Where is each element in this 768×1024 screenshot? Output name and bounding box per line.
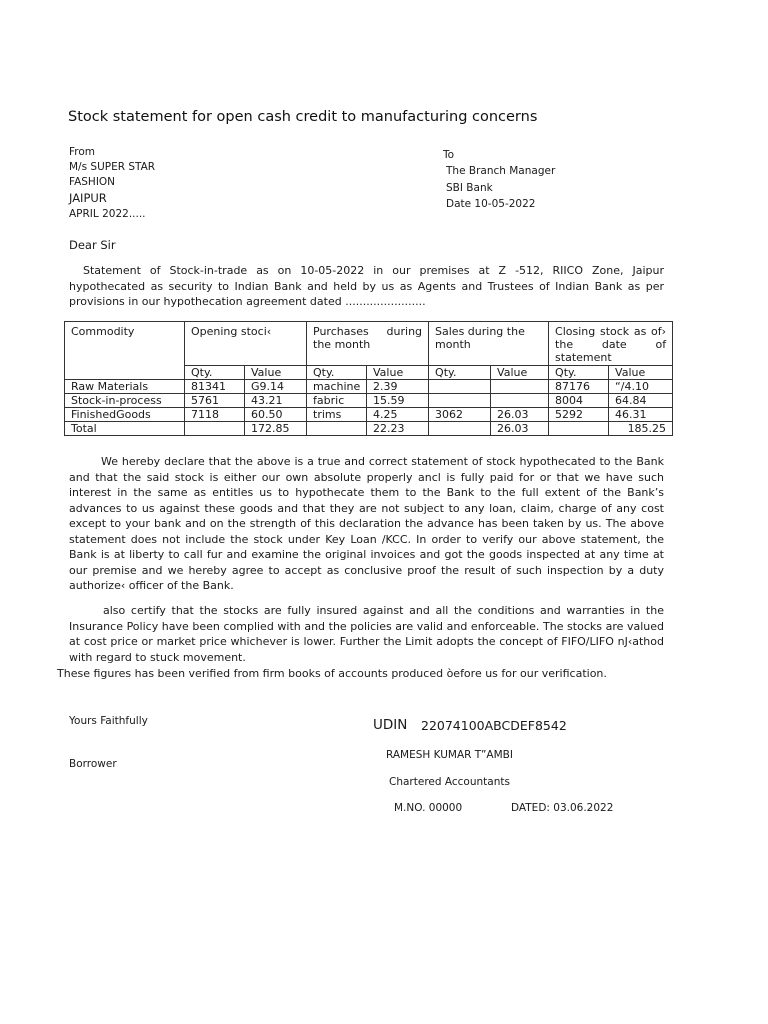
salutation: Dear Sir: [69, 238, 116, 252]
membership-number: M.NO. 00000: [394, 802, 463, 814]
cell-total-label: Total: [65, 422, 185, 436]
cell-sales-qty: [429, 394, 491, 408]
intro-line: Statement of Stock-in-trade as on 10-05-2022 in our premises at Z -512, RIICO Zone, Jaipur: [83, 264, 664, 277]
declaration-line: statement does not include the stock under Key Loan /KCC. In order to verify our above statement, the: [69, 532, 664, 546]
header-closing-stock: Closing stock as of› the date of statement: [549, 322, 673, 366]
cell-opening-value: 43.21: [245, 394, 307, 408]
to-bank: SBI Bank: [446, 182, 493, 194]
cell-opening-qty: 7118: [185, 408, 245, 422]
declaration-line: except to your bank and on the strength of this declaration the advance has been taken by us. The above: [69, 517, 664, 530]
declaration-line: advances to us against these goods and that they are not subject to any loan, claim, charge of any cost: [69, 501, 664, 515]
cell-closing-value: “/4.10: [609, 380, 673, 394]
cell-purchase-value: 2.39: [367, 380, 429, 394]
to-recipient: The Branch Manager: [446, 165, 556, 177]
cell-sales-qty: 3062: [429, 408, 491, 422]
cell-total-sales-value: 26.03: [491, 422, 549, 436]
cell-sales-value: [491, 394, 549, 408]
intro-line: provisions in our hypothecation agreement dated .......................: [69, 295, 426, 308]
declaration-line: our premise and we hereby agree to accept as conclusive proof the result of such inspection by a duty: [69, 563, 664, 577]
subheader-qty: Qty.: [307, 366, 367, 380]
cell-total-opening-value: 172.85: [245, 422, 307, 436]
intro-paragraph: [69, 263, 664, 310]
cell-commodity: Stock-in-process: [65, 394, 185, 408]
borrower-label: Borrower: [69, 758, 117, 770]
cell-closing-value: 64.84: [609, 394, 673, 408]
header-opening-stock: Opening stoci‹: [185, 322, 307, 366]
declaration-line: and that the said stock is either our own absolute properly ancl is fully paid for or that we have such: [69, 470, 664, 484]
cell-sales-qty: [429, 380, 491, 394]
udin-value: 22074100ABCDEF8542: [421, 718, 567, 733]
from-date: APRIL 2022.....: [69, 208, 146, 220]
subheader-qty: Qty.: [185, 366, 245, 380]
to-date: Date 10-05-2022: [446, 198, 536, 210]
cell-closing-qty: 5292: [549, 408, 609, 422]
to-label: To: [443, 149, 455, 161]
cell-total-closing-value: 185.25: [609, 422, 673, 436]
from-name-line2: FASHION: [69, 176, 116, 188]
cell-opening-value: 60.50: [245, 408, 307, 422]
certify-line: with regard to stuck movement.: [69, 650, 246, 664]
table-row: [65, 380, 673, 394]
subheader-qty: Qty.: [429, 366, 491, 380]
certify-line: also certify that the stocks are fully insured against and all the conditions and warranties in the: [103, 604, 664, 617]
header-sales: Sales during the month: [429, 322, 549, 366]
certify-paragraph: [69, 603, 664, 665]
from-city: JAIPUR: [69, 191, 107, 205]
from-name-line1: M/s SUPER STAR: [69, 161, 156, 173]
declaration-line: Bank is at liberty to call fur and examine the original invoices and got the goods inspected at any time at: [69, 548, 664, 561]
table-row: [65, 408, 673, 422]
cell-empty: [185, 422, 245, 436]
table-header-row: [65, 322, 673, 366]
from-label: From: [69, 146, 96, 158]
subheader-value: Value: [491, 366, 549, 380]
verification-note: These figures has been verified from firm books of accounts produced òefore us for our verification.: [57, 667, 607, 680]
declaration-line: We hereby declare that the above is a true and correct statement of stock hypothecated to the Bank: [101, 455, 664, 468]
declaration-paragraph: [69, 454, 664, 594]
subheader-value: Value: [245, 366, 307, 380]
cell-commodity: Raw Materials: [65, 380, 185, 394]
cell-empty: [429, 422, 491, 436]
certify-line: Insurance Policy have been complied with and the policies are valid and enforceable. The stocks are valued: [69, 619, 664, 633]
table-total-row: [65, 422, 673, 436]
cell-purchase-value: 4.25: [367, 408, 429, 422]
header-commodity: Commodity: [65, 322, 185, 380]
certify-line: at cost price or market price whichever is lower. Further the Limit adopts the concept of FIFO/LIFO nJ‹athod: [69, 635, 664, 648]
cell-opening-qty: 81341: [185, 380, 245, 394]
subheader-value: Value: [367, 366, 429, 380]
cell-closing-value: 46.31: [609, 408, 673, 422]
yours-faithfully: Yours Faithfully: [69, 715, 148, 727]
table-row: [65, 394, 673, 408]
cell-purchase-qty: machine: [307, 380, 367, 394]
cell-purchase-qty: trims: [307, 408, 367, 422]
cell-empty: [549, 422, 609, 436]
cell-sales-value: 26.03: [491, 408, 549, 422]
ca-title: Chartered Accountants: [389, 776, 510, 788]
declaration-line: authorize‹ officer of the Bank.: [69, 579, 234, 592]
subheader-qty: Qty.: [549, 366, 609, 380]
cell-closing-qty: 8004: [549, 394, 609, 408]
signature-date: DATED: 03.06.2022: [511, 802, 614, 814]
cell-purchase-qty: fabric: [307, 394, 367, 408]
document-title: Stock statement for open cash credit to manufacturing concerns: [68, 109, 538, 125]
subheader-value: Value: [609, 366, 673, 380]
cell-total-purchase-value: 22.23: [367, 422, 429, 436]
cell-empty: [307, 422, 367, 436]
ca-name: RAMESH KUMAR T”AMBI: [386, 749, 513, 761]
intro-line: hypothecated as security to Indian Bank and held by us as Agents and Trustees of Indian Bank as per: [69, 279, 664, 293]
stock-table: [64, 321, 673, 436]
cell-opening-qty: 5761: [185, 394, 245, 408]
cell-opening-value: G9.14: [245, 380, 307, 394]
cell-sales-value: [491, 380, 549, 394]
declaration-line: interest in the same as entitles us to hypothecate them to the Bank to the full extent of the Bank’s: [69, 486, 664, 499]
udin-label: UDIN: [373, 717, 408, 733]
cell-purchase-value: 15.59: [367, 394, 429, 408]
header-purchases: Purchases during the month: [307, 322, 429, 366]
cell-closing-qty: 87176: [549, 380, 609, 394]
cell-commodity: FinishedGoods: [65, 408, 185, 422]
